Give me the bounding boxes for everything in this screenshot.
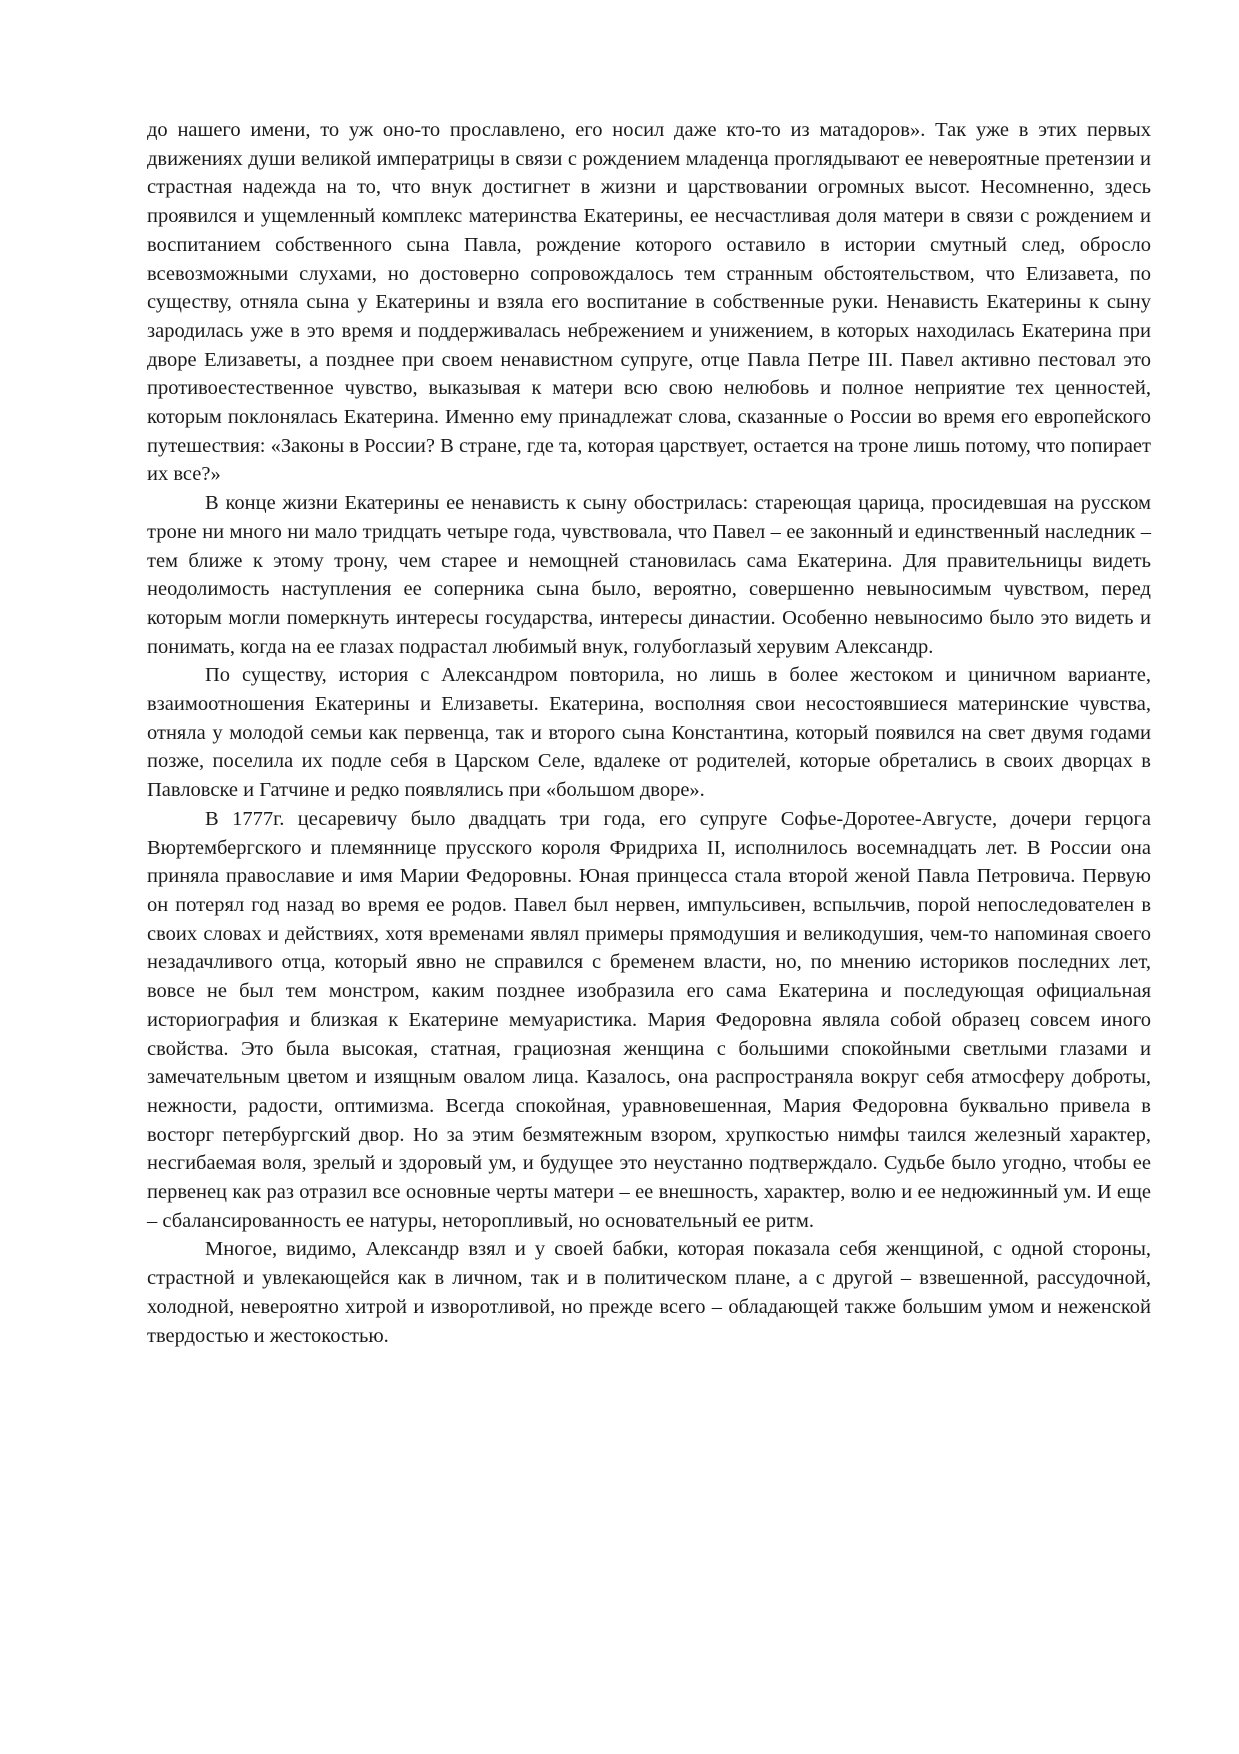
- paragraph: Многое, видимо, Александр взял и у своей бабки, которая показала себя женщиной, с одной стороны, страстной и увлекающейся как в личном, так и в политическом плане, а с другой – взвешенной, рассудочной, холодной, невероятно хитрой и изворотливой, но прежде всего – обладающей также большим умом и неженской твердостью и жестокостью.: [147, 1238, 1151, 1347]
- paragraph: По существу, история с Александром повторила, но лишь в более жестоком и циничном варианте, взаимоотношения Екатерины и Елизаветы. Екатерина, восполняя свои несостоявшиеся материнские чувства, отняла у молодой семьи как первенца, так и второго сына Константина, который появился на свет двумя годами позже, поселила их подле себя в Царском Селе, вдалеке от родителей, которые обретались в своих дворцах в Павловске и Гатчине и редко появлялись при «большом дворе».: [147, 664, 1151, 802]
- document-page: [147, 116, 1151, 1350]
- paragraph: В 1777г. цесаревичу было двадцать три года, его супруге Софье-Доротее-Августе, дочери герцога Вюртембергского и племяннице прусского короля Фридриха II, исполнилось восемнадцать лет. В России она приняла православие и имя Марии Федоровны. Юная принцесса стала второй женой Павла Петровича. Первую он потерял год назад во время ее родов. Павел был нервен, импульсивен, вспыльчив, порой непоследователен в своих словах и действиях, хотя временами являл примеры прямодушия и великодушия, чем-то напоминая своего незадачливого отца, который явно не справился с бременем власти, но, по мнению историков последних лет, вовсе не был тем монстром, каким позднее изобразила его сама Екатерина и последующая официальная историография и близкая к Екатерине мемуаристика. Мария Федоровна являла собой образец совсем иного свойства. Это была высокая, статная, грациозная женщина с большими спокойными светлыми глазами и замечательным цветом и изящным овалом лица. Казалось, она распространяла вокруг себя атмосферу доброты, нежности, радости, оптимизма. Всегда спокойная, уравновешенная, Мария Федоровна буквально привела в восторг петербургский двор. Но за этим безмятежным взором, хрупкостью нимфы таился железный характер, несгибаемая воля, зрелый и здоровый ум, и будущее это неустанно подтверждало. Судьбе было угодно, чтобы ее первенец как раз отразил все основные черты матери – ее внешность, характер, волю и ее недюжинный ум. И еще – сбалансированность ее натуры, неторопливый, но основательный ее ритм.: [147, 807, 1151, 1232]
- paragraph: до нашего имени, то уж оно-то прославлено, его носил даже кто-то из матадоров». Так уже в этих первых движениях души великой императрицы в связи с рождением младенца проглядывают ее невероятные претензии и страстная надежда на то, что внук достигнет в жизни и царствовании огромных высот. Несомненно, здесь проявился и ущемленный комплекс материнства Екатерины, ее несчастливая доля матери в связи с рождением и воспитанием собственного сына Павла, рождение которого оставило в истории смутный след, обросло всевозможными слухами, но достоверно сопровождалось тем странным обстоятельством, что Елизавета, по существу, отняла сына у Екатерины и взяла его воспитание в собственные руки. Ненависть Екатерины к сыну зародилась уже в это время и поддерживалась небрежением и унижением, в которых находилась Екатерина при дворе Елизаветы, а позднее при своем ненавистном супруге, отце Павла Петре III. Павел активно пестовал это противоестественное чувство, выказывая к матери всю свою нелюбовь и полное неприятие тех ценностей, которым поклонялась Екатерина. Именно ему принадлежат слова, сказанные о России во время его европейского путешествия: «Законы в России? В стране, где та, которая царствует, остается на троне лишь потому, что попирает их все?»: [147, 119, 1151, 486]
- paragraph: В конце жизни Екатерины ее ненависть к сыну обострилась: стареющая царица, просидевшая на русском троне ни много ни мало тридцать четыре года, чувствовала, что Павел – ее законный и единственный наследник – тем ближе к этому трону, чем старее и немощней становилась сама Екатерина. Для правительницы видеть неодолимость наступления ее соперника сына было, вероятно, совершенно невыносимым чувством, перед которым могли померкнуть интересы государства, интересы династии. Особенно невыносимо было это видеть и понимать, когда на ее глазах подрастал любимый внук, голубоглазый херувим Александр.: [147, 492, 1151, 658]
